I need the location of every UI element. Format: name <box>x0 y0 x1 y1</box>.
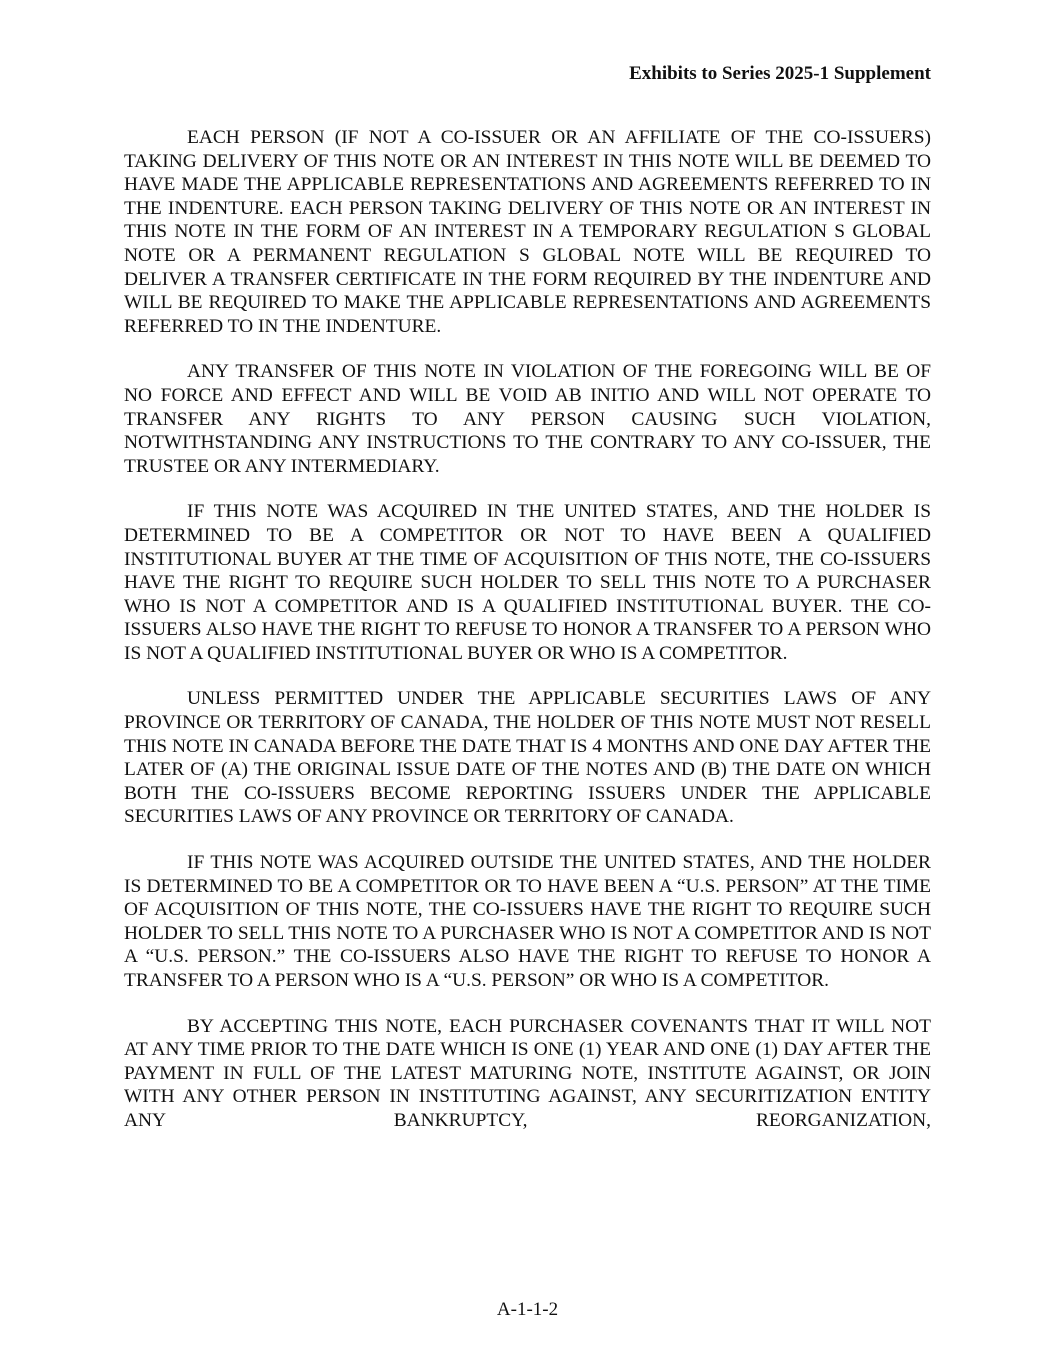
paragraph-united-states-acquisition: IF THIS NOTE WAS ACQUIRED IN THE UNITED STATES, AND THE HOLDER IS DETERMINED TO BE A COMPETITOR OR NOT TO HAVE BEEN A QUALIFIED INSTITUTIONAL BUYER AT THE TIME OF ACQUISITION OF THIS NOTE, THE CO-ISSUERS HAVE THE RIGHT TO REQUIRE SUCH HOLDER TO SELL THIS NOTE TO A PURCHASER WHO IS NOT A COMPETITOR AND IS A QUALIFIED INSTITUTIONAL BUYER. THE CO-ISSUERS ALSO HAVE THE RIGHT TO REFUSE TO HONOR A TRANSFER TO A PERSON WHO IS NOT A QUALIFIED INSTITUTIONAL BUYER OR WHO IS A COMPETITOR. <box>124 501 931 664</box>
paragraph-canada-resale: UNLESS PERMITTED UNDER THE APPLICABLE SECURITIES LAWS OF ANY PROVINCE OR TERRITORY OF CANADA, THE HOLDER OF THIS NOTE MUST NOT RESELL THIS NOTE IN CANADA BEFORE THE DATE THAT IS 4 MONTHS AND ONE DAY AFTER THE LATER OF (A) THE ORIGINAL ISSUE DATE OF THE NOTES AND (B) THE DATE ON WHICH BOTH THE CO-ISSUERS BECOME REPORTING ISSUERS UNDER THE APPLICABLE SECURITIES LAWS OF ANY PROVINCE OR TERRITORY OF CANADA. <box>124 688 931 828</box>
paragraph-transfer-violation: ANY TRANSFER OF THIS NOTE IN VIOLATION OF THE FOREGOING WILL BE OF NO FORCE AND EFFECT AND WILL BE VOID AB INITIO AND WILL NOT OPERATE TO TRANSFER ANY RIGHTS TO ANY PERSON CAUSING SUCH VIOLATION, NOTWITHSTANDING ANY INSTRUCTIONS TO THE CONTRARY TO ANY CO-ISSUER, THE TRUSTEE OR ANY INTERMEDIARY. <box>124 361 931 477</box>
page-header-title: Exhibits to Series 2025-1 Supplement <box>629 63 931 84</box>
document-body <box>124 126 931 1155</box>
page-number: A-1-1-2 <box>496 1299 559 1320</box>
paragraph-non-petition-covenant: BY ACCEPTING THIS NOTE, EACH PURCHASER COVENANTS THAT IT WILL NOT AT ANY TIME PRIOR TO THE DATE WHICH IS ONE (1) YEAR AND ONE (1) DAY AFTER THE PAYMENT IN FULL OF THE LATEST MATURING NOTE, INSTITUTE AGAINST, OR JOIN WITH ANY OTHER PERSON IN INSTITUTING AGAINST, ANY SECURITIZATION ENTITY ANY BANKRUPTCY, REORGANIZATION, <box>124 1015 931 1131</box>
paragraph-representations: EACH PERSON (IF NOT A CO-ISSUER OR AN AFFILIATE OF THE CO-ISSUERS) TAKING DELIVERY OF THIS NOTE OR AN INTEREST IN THIS NOTE WILL BE DEEMED TO HAVE MADE THE APPLICABLE REPRESENTATIONS AND AGREEMENTS REFERRED TO IN THE INDENTURE. EACH PERSON TAKING DELIVERY OF THIS NOTE OR AN INTEREST IN THIS NOTE IN THE FORM OF AN INTEREST IN A TEMPORARY REGULATION S GLOBAL NOTE OR A PERMANENT REGULATION S GLOBAL NOTE WILL BE REQUIRED TO DELIVER A TRANSFER CERTIFICATE IN THE FORM REQUIRED BY THE INDENTURE AND WILL BE REQUIRED TO MAKE THE APPLICABLE REPRESENTATIONS AND AGREEMENTS REFERRED TO IN THE INDENTURE. <box>124 127 931 337</box>
paragraph-outside-united-states: IF THIS NOTE WAS ACQUIRED OUTSIDE THE UNITED STATES, AND THE HOLDER IS DETERMINED TO BE A COMPETITOR OR TO HAVE BEEN A “U.S. PERSON” AT THE TIME OF ACQUISITION OF THIS NOTE, THE CO-ISSUERS HAVE THE RIGHT TO REQUIRE SUCH HOLDER TO SELL THIS NOTE TO A PURCHASER WHO IS NOT A COMPETITOR AND IS NOT A “U.S. PERSON.” THE CO-ISSUERS ALSO HAVE THE RIGHT TO REFUSE TO HONOR A TRANSFER TO A PERSON WHO IS A “U.S. PERSON” OR WHO IS A COMPETITOR. <box>124 852 931 991</box>
